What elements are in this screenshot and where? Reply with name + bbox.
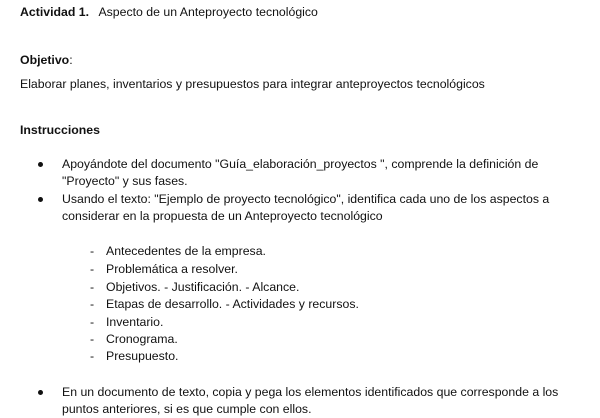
aspect-list-item: [90, 243, 266, 260]
aspect-list-item: [90, 261, 238, 278]
aspect-text: Cronograma.: [106, 332, 178, 346]
activity-period: .: [85, 5, 90, 19]
bullet-dot-icon: [38, 197, 43, 202]
aspect-list-item: [90, 331, 178, 348]
dash-marker: -: [90, 332, 95, 346]
aspect-text: Objetivos. - Justificación. - Alcance.: [106, 280, 300, 294]
aspect-text: Problemática a resolver.: [106, 262, 238, 276]
instruction-bullet-text: En un documento de texto, copia y pega los elementos identificados que corresponde a los puntos anteriores, si es que cumple con ellos.: [62, 385, 559, 416]
activity-title: Aspecto de un Anteproyecto tecnológico: [98, 5, 318, 19]
objective-heading-line: [20, 52, 73, 69]
instruction-bullet-text: Usando el texto: "Ejemplo de proyecto tecnológico", identifica cada uno de los aspectos a considerar en la propuesta de un Anteproyecto tecnológico: [62, 192, 550, 223]
aspect-text: Antecedentes de la empresa.: [106, 244, 266, 258]
aspect-list-item: [90, 314, 163, 331]
dash-marker: -: [90, 262, 95, 276]
dash-marker: -: [90, 297, 95, 311]
aspect-list-item: [90, 296, 359, 313]
instructions-heading: Instrucciones: [20, 123, 100, 137]
dash-marker: -: [90, 244, 95, 258]
aspect-list-item: [90, 348, 178, 365]
aspect-text: Etapas de desarrollo. - Actividades y recursos.: [106, 297, 359, 311]
activity-title-line: [20, 4, 318, 21]
aspect-text: Inventario.: [106, 315, 164, 329]
instruction-bullet-2: [38, 191, 578, 225]
instruction-bullet-text: Apoyándote del documento "Guía_elaboración_proyectos ", comprende la definición de "Proyecto" y sus fases.: [62, 157, 539, 188]
dash-marker: -: [90, 280, 95, 294]
objective-heading-colon: :: [69, 53, 73, 67]
dash-marker: -: [90, 349, 95, 363]
dash-marker: -: [90, 315, 95, 329]
bullet-dot-icon: [38, 162, 43, 167]
instruction-bullet-3: [38, 384, 578, 418]
bullet-dot-icon: [38, 390, 43, 395]
objective-heading: Objetivo: [20, 53, 70, 67]
objective-text: Elaborar planes, inventarios y presupuestos para integrar anteproyectos tecnológicos: [20, 77, 485, 91]
activity-label: Actividad 1: [20, 5, 86, 19]
instruction-bullet-1: [38, 156, 578, 190]
aspect-text: Presupuesto.: [106, 349, 179, 363]
aspect-list-item: [90, 279, 299, 296]
